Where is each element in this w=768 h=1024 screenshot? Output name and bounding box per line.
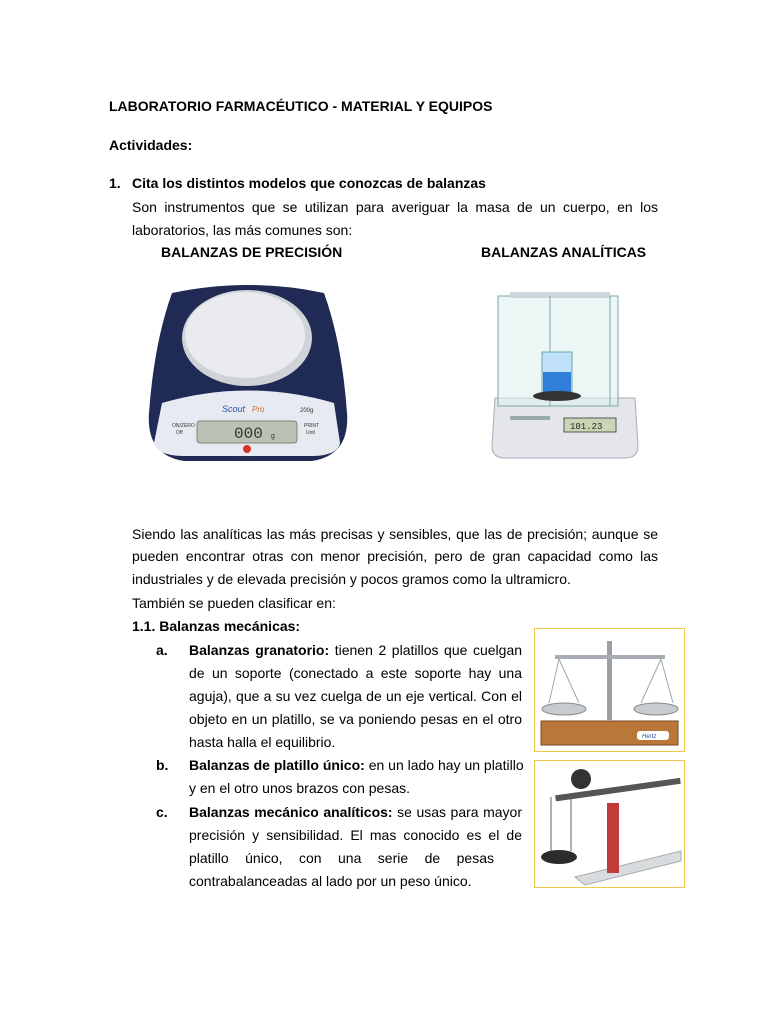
item-b-line-2: y en el otro unos brazos con pesas.: [189, 780, 411, 796]
scale-btn-left-2: Off: [176, 430, 183, 436]
item-c-line-3: platillo único, con una serie de pesas: [189, 850, 494, 866]
item-a-line-4: objeto en un platillo, se va poniendo pesas en el otro: [189, 711, 522, 727]
question-number: 1.: [109, 175, 121, 191]
granatorio-balance-icon: [535, 629, 684, 751]
granatorio-figure: [534, 628, 685, 752]
para-line-4: También se pueden clasificar en:: [132, 595, 336, 611]
para-line-2: pueden encontrar otras con menor precisión, pero de gran capacidad como las: [132, 548, 658, 564]
scale-display: 000: [234, 425, 263, 443]
para-line-1: Siendo las analíticas las más precisas y sensibles, que las de precisión; aunque se: [132, 526, 658, 542]
item-a-line-5: hasta halla el equilibrio.: [189, 734, 336, 750]
scale-btn-left: ON/ZERO: [172, 423, 195, 429]
item-c-line-2: precisión y sensibilidad. El mas conocido es el de: [189, 827, 522, 843]
sub-heading: 1.1. Balanzas mecánicas:: [132, 618, 301, 634]
intro-line-1: Son instrumentos que se utilizan para averiguar la masa de un cuerpo, en los: [132, 199, 658, 215]
item-a-letter: a.: [156, 642, 168, 658]
scale-brand-2: Pro: [252, 405, 265, 414]
scale-brand: Scout: [222, 404, 246, 414]
heading-precision: BALANZAS DE PRECISIÓN: [161, 244, 343, 260]
item-b-bold: Balanzas de platillo único:: [189, 757, 365, 773]
single-pan-figure: [534, 760, 685, 888]
scale-btn-right-2: Unit: [306, 430, 315, 436]
item-c-line-4: contrabalanceadas al lado por un peso único.: [189, 873, 472, 889]
item-b-letter: b.: [156, 757, 169, 773]
question-text: Cita los distintos modelos que conozcas de balanzas: [132, 175, 486, 191]
analytic-balance-icon: [490, 288, 640, 463]
granatorio-label: Hertz: [642, 734, 657, 740]
anal-display: 101.23: [570, 422, 603, 432]
item-c-letter: c.: [156, 804, 168, 820]
scale-logo: OHAUS: [238, 455, 253, 460]
single-pan-balance-icon: [535, 761, 684, 887]
item-a-bold: Balanzas granatorio:: [189, 642, 330, 658]
item-a-line-3: aguja), que a su vez cuelga de un eje vertical. Con el: [189, 688, 522, 704]
scale-capacity: 200g: [300, 408, 314, 414]
para-line-3: industriales y de elevada precisión y pocos gramos como la ultramicro.: [132, 571, 571, 587]
precision-scale-icon: [142, 283, 354, 473]
item-b-text-1: en un lado hay un platillo: [368, 757, 524, 773]
page-title: LABORATORIO FARMACÉUTICO - MATERIAL Y EQUIPOS: [109, 98, 493, 114]
item-a-line-2: de un soporte (conectado a este soporte hay una: [189, 665, 522, 681]
item-b-line-1: [189, 755, 524, 775]
item-a-line-1: [189, 640, 522, 660]
scale-unit: g: [271, 433, 275, 440]
section-heading: Actividades:: [109, 137, 193, 153]
item-a-text-1: tienen 2 platillos que cuelgan: [334, 642, 523, 658]
item-c-text-1: se usas para mayor: [397, 804, 522, 820]
scale-btn-right: PRINT: [304, 423, 319, 429]
intro-line-2: laboratorios, las más comunes son:: [132, 222, 353, 238]
item-c-line-1: [189, 802, 522, 822]
item-c-bold: Balanzas mecánico analíticos:: [189, 804, 393, 820]
heading-analiticas: BALANZAS ANALÍTICAS: [481, 244, 647, 260]
